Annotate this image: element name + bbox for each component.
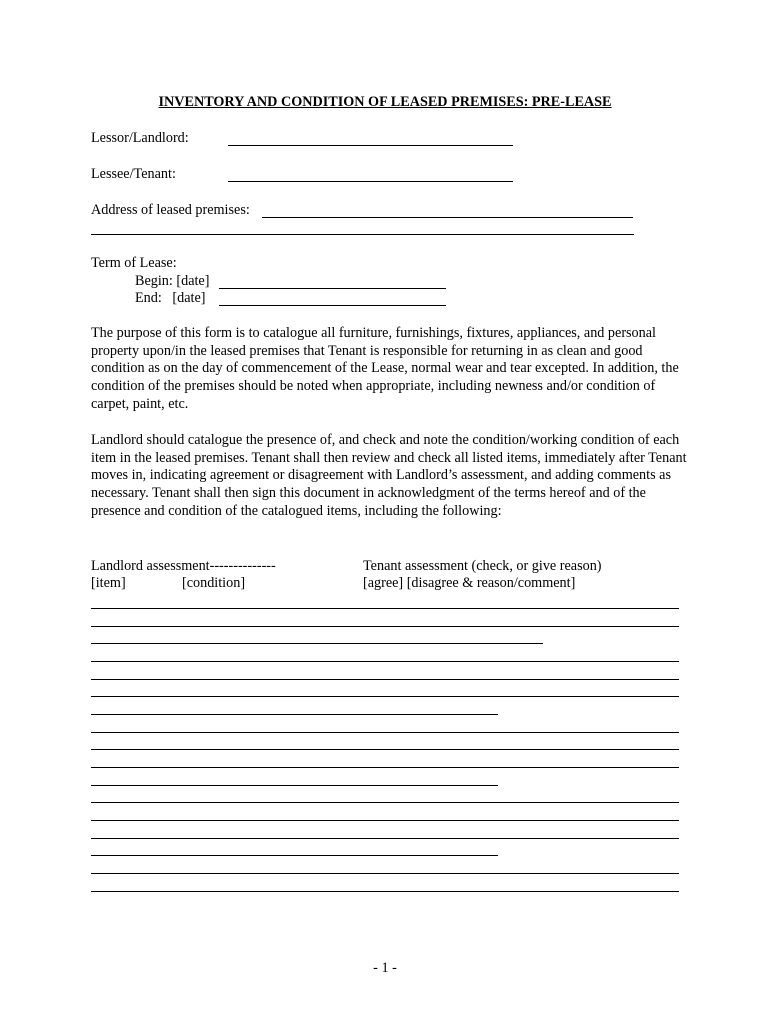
entry-line[interactable] xyxy=(91,820,679,821)
term-end-label: End: [date] xyxy=(135,290,206,306)
entry-line[interactable] xyxy=(91,891,679,892)
entry-line[interactable] xyxy=(91,608,679,609)
lessee-blank-line[interactable] xyxy=(228,181,513,182)
address-blank-line-1[interactable] xyxy=(262,217,633,218)
entry-line[interactable] xyxy=(91,802,679,803)
entry-line[interactable] xyxy=(91,626,679,627)
term-begin-blank-line[interactable] xyxy=(219,288,446,289)
entry-line[interactable] xyxy=(91,855,498,856)
entry-line[interactable] xyxy=(91,767,679,768)
entry-line[interactable] xyxy=(91,732,679,733)
entry-line[interactable] xyxy=(91,838,679,839)
landlord-assessment-heading: Landlord assessment-------------- xyxy=(91,558,276,574)
entry-line[interactable] xyxy=(91,714,498,715)
entry-line[interactable] xyxy=(91,643,543,644)
term-end-blank-line[interactable] xyxy=(219,305,446,306)
page-number: - 1 - xyxy=(373,960,397,976)
term-begin-label: Begin: [date] xyxy=(135,273,210,289)
document-title: INVENTORY AND CONDITION OF LEASED PREMISES: PRE-LEASE xyxy=(158,94,612,110)
item-column-header: [item] xyxy=(91,575,126,591)
agree-column-header: [agree] [disagree & reason/comment] xyxy=(363,575,576,591)
term-label: Term of Lease: xyxy=(91,255,177,271)
condition-column-header: [condition] xyxy=(182,575,246,591)
entry-line[interactable] xyxy=(91,749,679,750)
address-blank-line-2[interactable] xyxy=(91,234,634,235)
lessor-blank-line[interactable] xyxy=(228,145,513,146)
instructions-paragraph: Landlord should catalogue the presence of, and check and note the condition/working condition of each item in the leased premises. Tenant shall then review and check all listed items, immediately after Tenant moves in, indicating agreement or disagreement with Landlord’s assessment, and adding comments as necessary. Tenant shall then sign this document in acknowledgment of the terms hereof and of the presence and condition of the catalogued items, including the following: xyxy=(91,432,687,519)
entry-line[interactable] xyxy=(91,679,679,680)
entry-line[interactable] xyxy=(91,873,679,874)
entry-line[interactable] xyxy=(91,661,679,662)
lessee-label: Lessee/Tenant: xyxy=(91,166,176,182)
tenant-assessment-heading: Tenant assessment (check, or give reason) xyxy=(363,558,602,574)
address-label: Address of leased premises: xyxy=(91,202,250,218)
entry-line[interactable] xyxy=(91,696,679,697)
lessor-label: Lessor/Landlord: xyxy=(91,130,189,146)
purpose-paragraph: The purpose of this form is to catalogue all furniture, furnishings, fixtures, appliances, and personal property upon/in the leased premises that Tenant is responsible for returning in as clean and good condition as on the day of commencement of the Lease, normal wear and tear excepted. In addition, the condition of the premises should be noted when appropriate, including newness and/or condition of carpet, paint, etc. xyxy=(91,325,679,412)
entry-line[interactable] xyxy=(91,785,498,786)
